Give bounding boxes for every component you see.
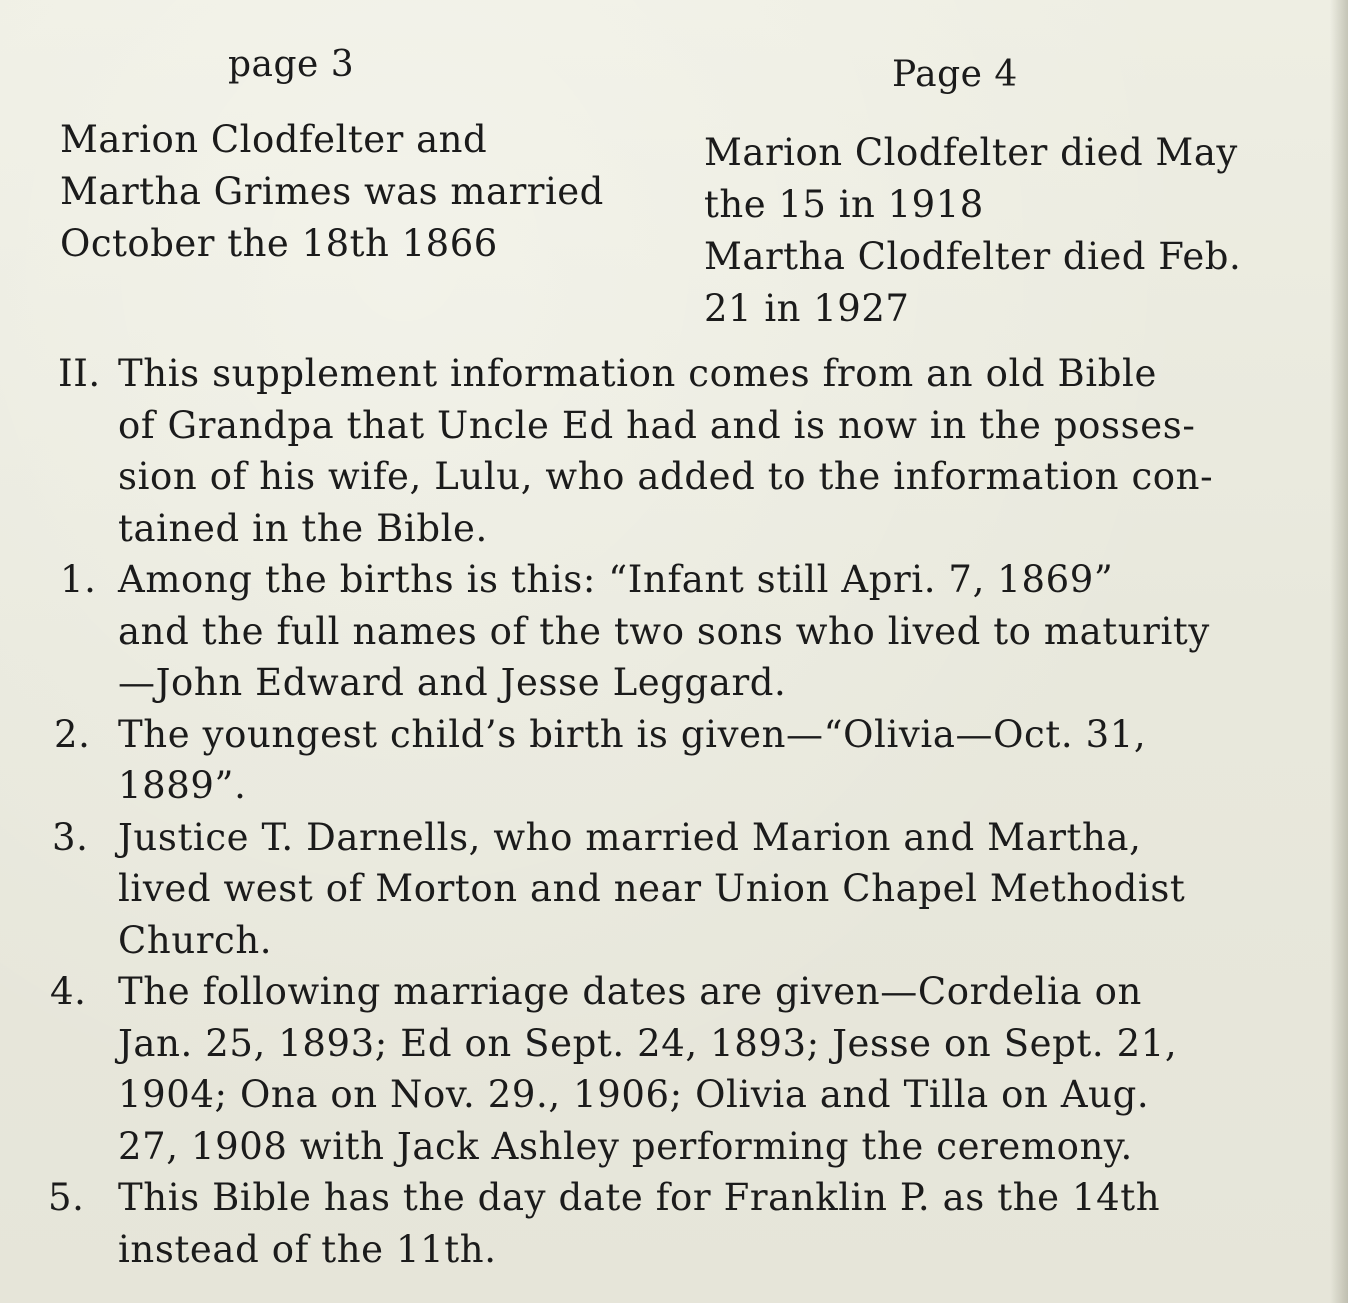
text-line: lived west of Morton and near Union Chapel Methodist	[118, 867, 1186, 910]
list-item-1	[50, 554, 1320, 709]
list-item-3	[50, 812, 1320, 967]
supplement-section	[50, 348, 1320, 1275]
item-number: 5.	[48, 1176, 85, 1219]
text-line: 21 in 1927	[704, 287, 910, 330]
text-line: 1889”.	[118, 764, 247, 807]
text-line: 27, 1908 with Jack Ashley performing the ceremony.	[118, 1124, 1133, 1168]
list-item-2	[50, 709, 1320, 812]
page-3-heading: page 3	[228, 44, 355, 85]
section-ii-paragraph	[50, 348, 1320, 554]
page-4-entry	[704, 127, 1241, 335]
list-item-5	[50, 1172, 1320, 1275]
text-line: This Bible has the day date for Franklin P. as the 14th	[118, 1176, 1161, 1219]
item-number: 2.	[54, 712, 91, 756]
item-number: 1.	[60, 558, 97, 601]
text-line: 1904; Ona on Nov. 29., 1906; Olivia and Tilla on Aug.	[118, 1073, 1150, 1116]
text-line: and the full names of the two sons who lived to maturity	[118, 609, 1210, 653]
text-line: of Grandpa that Uncle Ed had and is now in the posses-	[118, 403, 1196, 447]
page-4-heading: Page 4	[892, 54, 1018, 95]
text-line: Jan. 25, 1893; Ed on Sept. 24, 1893; Jesse on Sept. 21,	[118, 1021, 1178, 1065]
text-line: Marion Clodfelter died May	[704, 131, 1238, 174]
page-3-entry	[60, 114, 604, 270]
text-line: The youngest child’s birth is given—“Olivia—Oct. 31,	[118, 712, 1147, 756]
list-item-4	[50, 966, 1320, 1172]
text-line: Justice T. Darnells, who married Marion and Martha,	[118, 815, 1142, 859]
text-line: the 15 in 1918	[704, 183, 984, 226]
text-line: sion of his wife, Lulu, who added to the information con-	[118, 455, 1214, 498]
text-line: —John Edward and Jesse Leggard.	[118, 661, 787, 704]
text-line: This supplement information comes from an old Bible	[118, 352, 1157, 395]
page-edge-shadow	[1330, 0, 1348, 1303]
text-line: Martha Grimes was married	[60, 170, 604, 213]
text-line: Among the births is this: “Infant still Apri. 7, 1869”	[118, 558, 1114, 601]
text-line: Marion Clodfelter and	[60, 118, 488, 161]
text-line: October the 18th 1866	[60, 222, 498, 265]
section-marker: II.	[58, 352, 101, 395]
text-line: Martha Clodfelter died Feb.	[704, 235, 1242, 278]
item-number: 4.	[50, 970, 87, 1013]
text-line: instead of the 11th.	[118, 1227, 497, 1271]
text-line: The following marriage dates are given—Cordelia on	[118, 970, 1142, 1013]
item-number: 3.	[52, 815, 89, 859]
text-line: Church.	[118, 918, 273, 962]
text-line: tained in the Bible.	[118, 506, 488, 550]
